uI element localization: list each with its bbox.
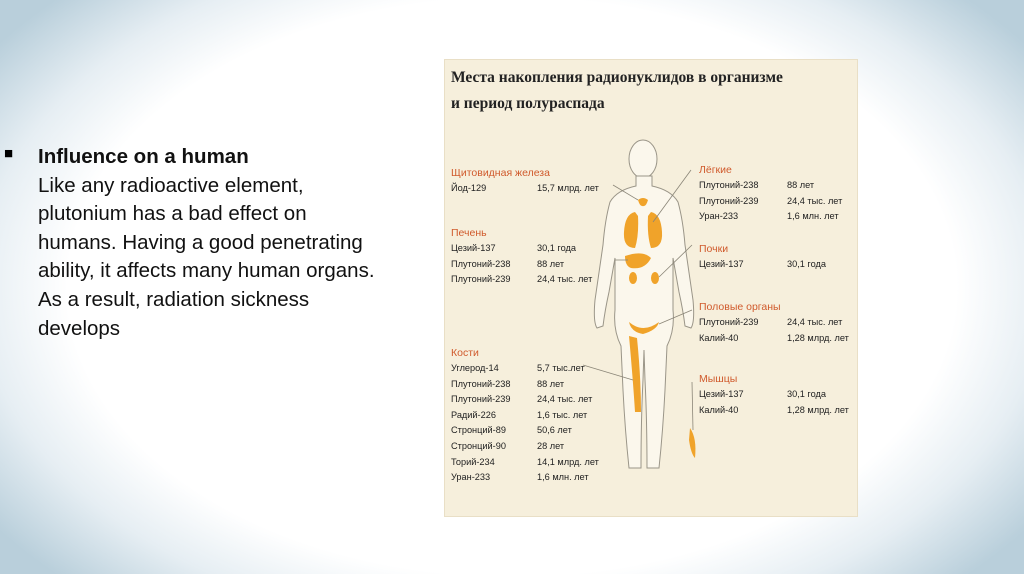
group-bones [451, 346, 621, 486]
nuclide-row [451, 455, 621, 471]
nuclide-name: Стронций-90 [451, 440, 506, 451]
group-liver [451, 226, 621, 288]
nuclide-row [451, 257, 621, 273]
bullet-text [38, 143, 378, 343]
nuclide-name: Плутоний-238 [699, 180, 759, 190]
nuclide-name: Цезий-137 [699, 389, 744, 399]
group-kidneys [699, 242, 855, 273]
nuclide-row [451, 392, 621, 408]
nuclide-name: Торий-234 [451, 456, 495, 467]
nuclide-row [451, 272, 621, 288]
nuclide-row [451, 377, 621, 393]
nuclide-row [451, 470, 621, 486]
nuclide-name: Плутоний-238 [451, 258, 511, 269]
half-life-value: 30,1 года [537, 243, 576, 253]
half-life-value: 50,6 лет [537, 425, 572, 436]
bullet-body: Like any radioactive element, plutonium has a bad effect on humans. Having a good penetrating ability, it affects many human organs. As a result, radiation sickness develops [38, 173, 375, 340]
nuclide-name: Уран-233 [699, 211, 739, 222]
group-thyroid [451, 166, 621, 197]
nuclide-name: Углерод-14 [451, 363, 499, 373]
nuclide-row [699, 331, 855, 347]
group-title-bones: Кости [451, 347, 479, 359]
nuclide-row [451, 181, 621, 197]
nuclide-row [699, 387, 855, 403]
half-life-value: 24,4 тыс. лет [787, 195, 843, 206]
muscle-calf [689, 428, 695, 458]
group-title-kidneys: Почки [699, 243, 729, 255]
half-life-value: 30,1 года [787, 259, 826, 269]
nuclide-name: Стронций-89 [451, 425, 506, 436]
half-life-value: 15,7 млрд. лет [537, 183, 599, 193]
kidney-right-organ [651, 272, 659, 284]
nuclide-row [451, 423, 621, 439]
nuclide-name: Йод-129 [451, 183, 487, 193]
square-bullet-icon: ■ [4, 145, 14, 162]
nuclide-name: Плутоний-238 [451, 378, 511, 389]
nuclide-row [451, 408, 621, 424]
nuclide-name: Плутоний-239 [451, 274, 511, 285]
nuclide-row [699, 209, 855, 225]
nuclide-name: Радий-226 [451, 409, 496, 420]
bullet-heading: Influence on a human [38, 145, 249, 168]
nuclide-name: Калий-40 [699, 404, 739, 415]
nuclide-row [451, 241, 621, 257]
nuclide-name: Уран-233 [451, 472, 491, 483]
group-title-thyroid: Щитовидная железа [451, 167, 550, 179]
half-life-value: 88 лет [537, 258, 565, 269]
group-title-reproductive: Половые органы [699, 301, 781, 313]
half-life-value: 24,4 тыс. лет [537, 274, 593, 285]
kidney-left-organ [629, 272, 637, 284]
nuclide-name: Плутоний-239 [699, 195, 759, 206]
nuclide-row [699, 178, 855, 194]
nuclide-row [699, 257, 855, 273]
half-life-value: 24,4 тыс. лет [787, 317, 843, 327]
half-life-value: 88 лет [787, 180, 815, 190]
nuclide-name: Цезий-137 [699, 259, 744, 269]
half-life-value: 5,7 тыс.лет [537, 363, 585, 373]
group-muscles [699, 372, 855, 418]
nuclide-row [451, 361, 621, 377]
group-title-muscles: Мышцы [699, 373, 738, 385]
half-life-value: 28 лет [537, 440, 565, 451]
nuclide-row [451, 439, 621, 455]
nuclide-row [699, 194, 855, 210]
half-life-value: 88 лет [537, 378, 565, 389]
nuclide-name: Калий-40 [699, 332, 739, 343]
nuclide-name: Плутоний-239 [699, 317, 759, 327]
half-life-value: 30,1 года [787, 389, 826, 399]
infographic-title-line-2: и период полураспада [451, 95, 605, 112]
radionuclide-infographic [445, 60, 857, 516]
group-title-liver: Печень [451, 227, 487, 239]
half-life-value: 1,28 млрд. лет [787, 404, 849, 415]
half-life-value: 14,1 млрд. лет [537, 456, 599, 467]
group-title-lungs: Лёгкие [699, 164, 732, 176]
nuclide-name: Цезий-137 [451, 243, 496, 253]
group-lungs [699, 163, 855, 225]
infographic-title-line-1: Места накопления радионуклидов в организме [451, 69, 783, 86]
half-life-value: 1,6 тыс. лет [537, 409, 588, 420]
group-reproductive [699, 300, 855, 346]
half-life-value: 24,4 тыс. лет [537, 394, 593, 405]
nuclide-name: Плутоний-239 [451, 394, 511, 405]
half-life-value: 1,6 млн. лет [537, 472, 589, 483]
half-life-value: 1,6 млн. лет [787, 211, 839, 222]
nuclide-row [699, 403, 855, 419]
half-life-value: 1,28 млрд. лет [787, 332, 849, 343]
nuclide-row [699, 315, 855, 331]
